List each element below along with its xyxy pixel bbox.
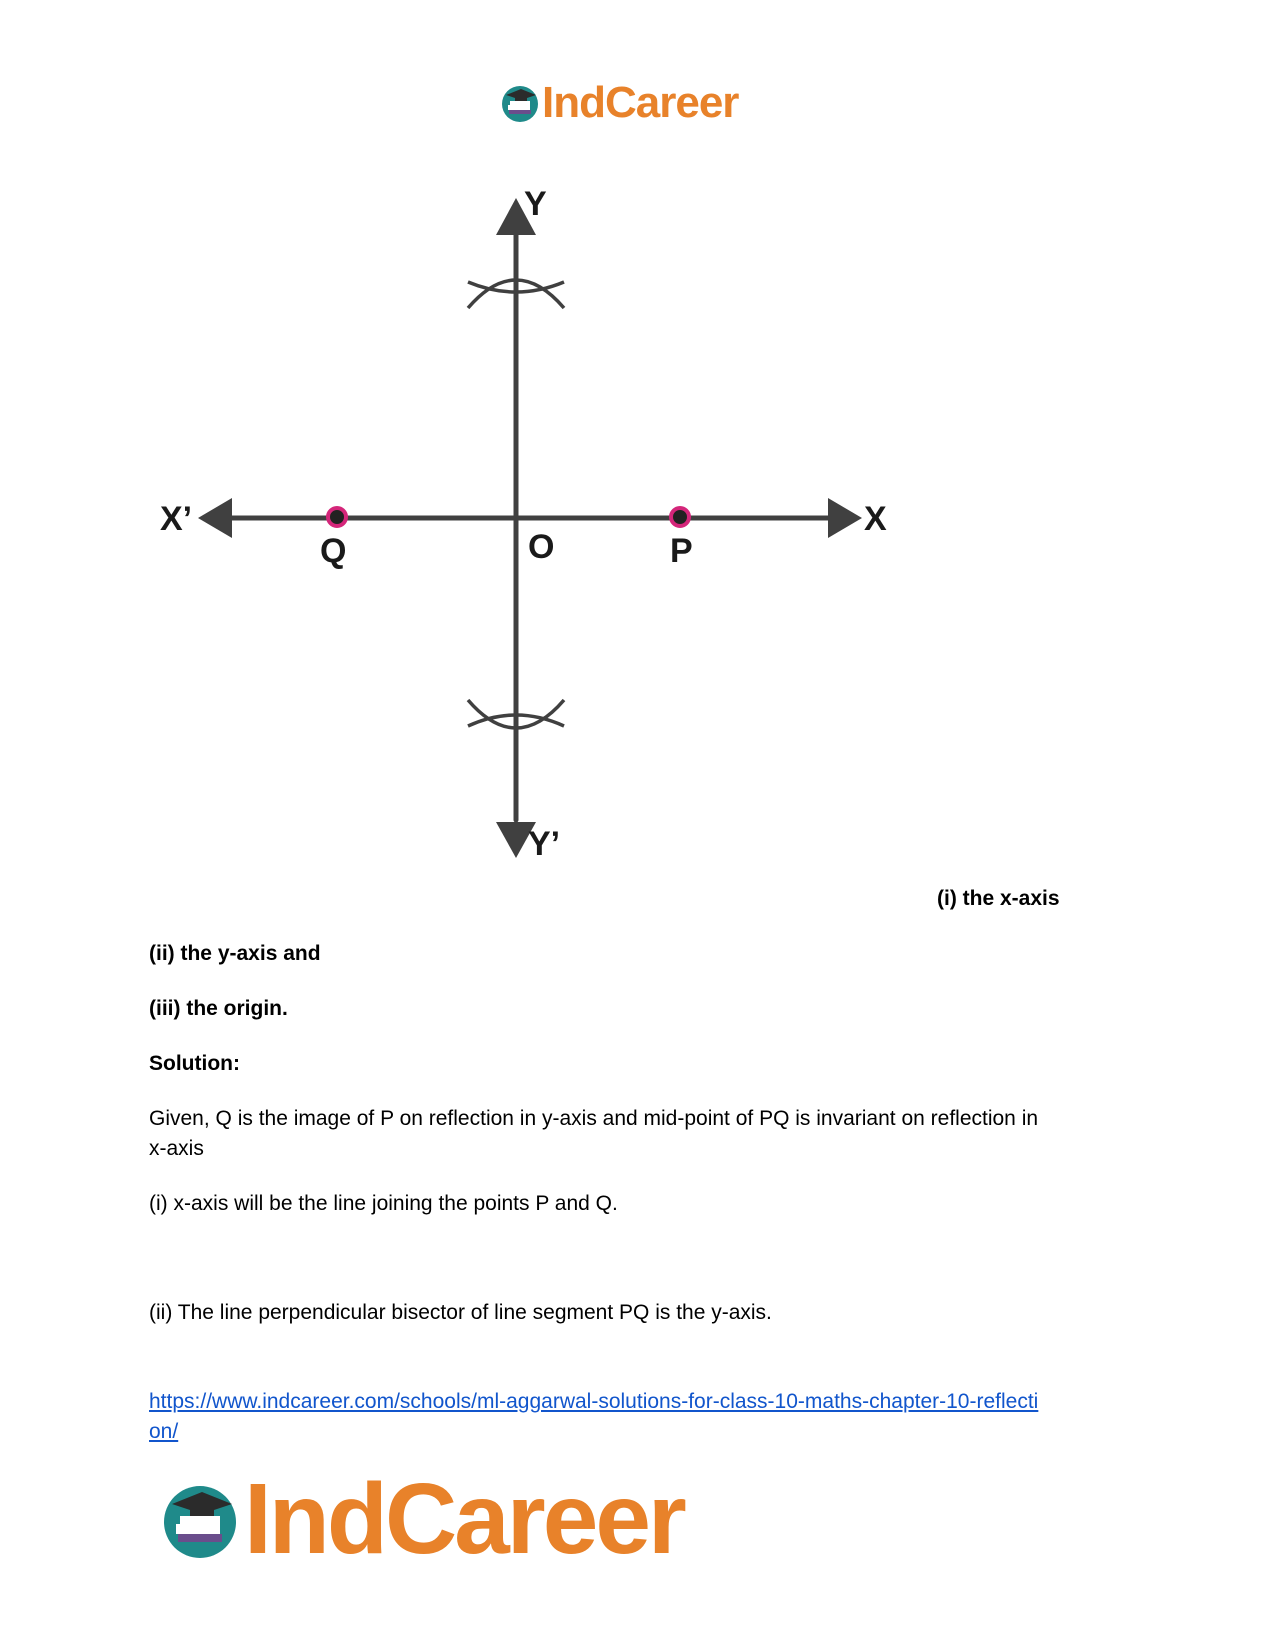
graduate-books-globe-icon xyxy=(160,1480,240,1560)
point-p xyxy=(671,508,689,526)
label-p: P xyxy=(670,532,693,570)
footer-logo xyxy=(160,1462,684,1577)
graduate-books-globe-icon xyxy=(500,83,540,123)
solution-heading: Solution: xyxy=(149,1052,240,1075)
label-x-prime: X’ xyxy=(160,500,193,538)
item-y-axis: (ii) the y-axis and xyxy=(149,942,321,965)
item-origin: (iii) the origin. xyxy=(149,997,288,1020)
label-y-prime: Y’ xyxy=(528,825,561,863)
label-y: Y xyxy=(524,185,547,223)
x-prime-arrowhead xyxy=(198,498,232,538)
point-q xyxy=(328,508,346,526)
reflection-diagram xyxy=(150,180,910,880)
answer-2: (ii) The line perpendicular bisector of line segment PQ is the y-axis. xyxy=(149,1301,772,1324)
brand-name: IndCareer xyxy=(244,1463,684,1575)
brand-name: IndCareer xyxy=(542,78,739,127)
answer-1: (i) x-axis will be the line joining the points P and Q. xyxy=(149,1192,618,1215)
source-link-line-1[interactable]: https://www.indcareer.com/schools/ml-aggarwal-solutions-for-class-10-maths-chapter-10-reflecti xyxy=(149,1390,1039,1413)
given-line-2: x-axis xyxy=(149,1137,204,1160)
source-link-line-2[interactable]: on/ xyxy=(149,1420,179,1443)
x-arrowhead xyxy=(828,498,862,538)
label-origin: O xyxy=(528,528,555,566)
label-x: X xyxy=(864,500,887,538)
label-q: Q xyxy=(320,532,347,570)
given-line-1: Given, Q is the image of P on reflection in y-axis and mid-point of PQ is invariant on reflection in xyxy=(149,1107,1039,1130)
item-x-axis: (i) the x-axis xyxy=(937,887,1060,910)
header-logo xyxy=(500,78,738,128)
